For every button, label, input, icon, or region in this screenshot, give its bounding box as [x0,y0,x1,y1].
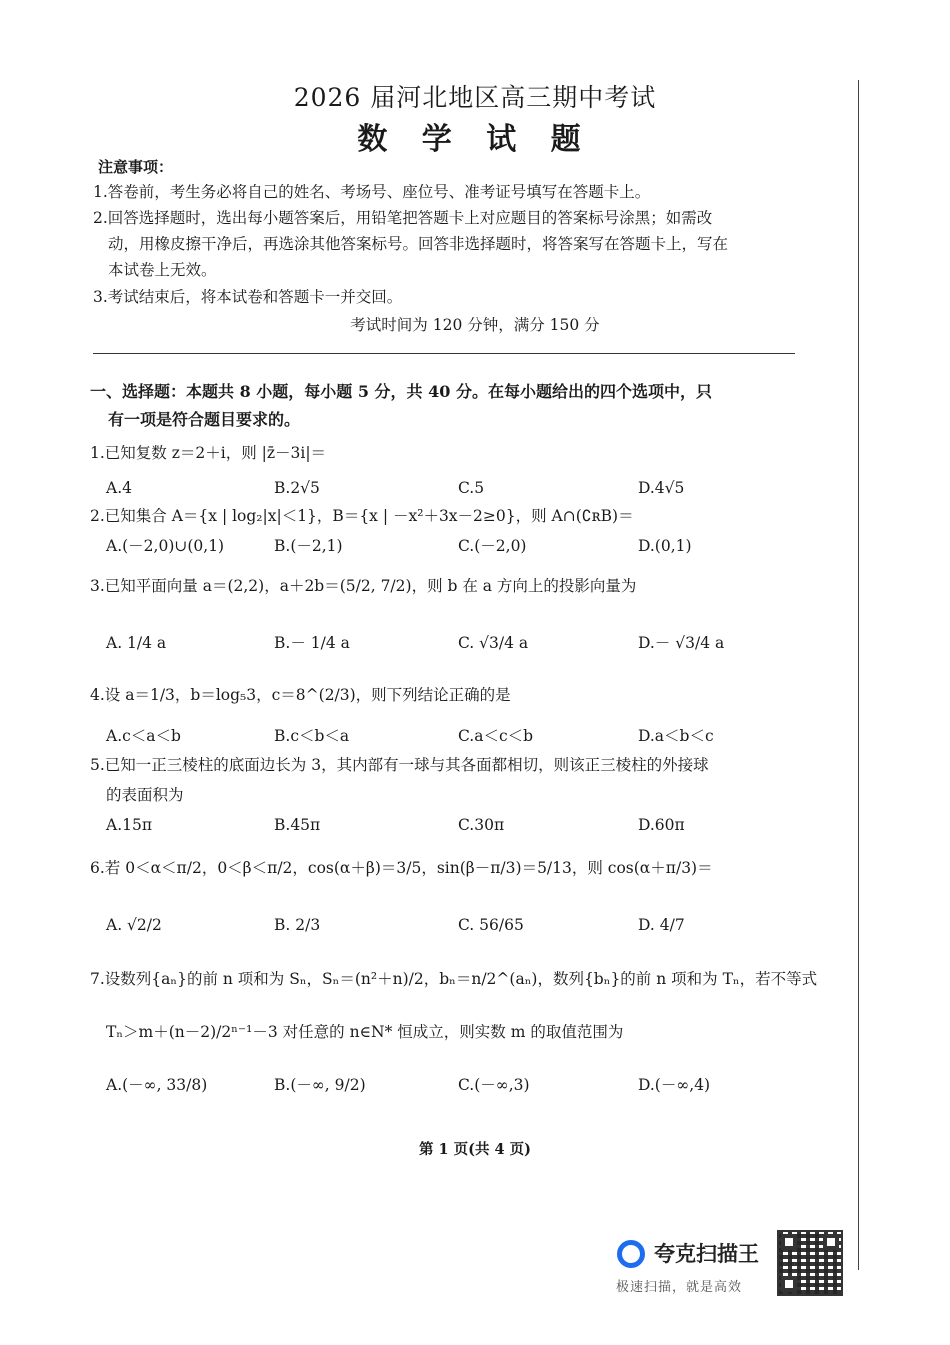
q4-option-d: D.a＜b＜c [638,727,714,745]
q6-option-c: C. 56/65 [458,916,524,934]
q2-option-d: D.(0,1) [638,537,692,555]
q3-option-b: B.－ 1/4 a [274,634,350,652]
question-5-stem: 5.已知一正三棱柱的底面边长为 3，其内部有一球与其各面都相切，则该正三棱柱的外接球 [90,756,709,774]
q5-option-c: C.30π [458,816,505,834]
quark-logo-icon [617,1240,645,1268]
q4-option-c: C.a＜c＜b [458,727,534,745]
q3-option-a: A. 1/4 a [106,634,167,652]
q5-option-a: A.15π [106,816,153,834]
section-heading-cont: 有一项是符合题目要求的。 [108,410,301,429]
question-7-stem: 7.设数列{aₙ}的前 n 项和为 Sₙ，Sₙ＝(n²＋n)/2，bₙ＝n/2^(aₙ)，数列{bₙ}的前 n 项和为 Tₙ，若不等式 [90,970,818,988]
section-heading: 一、选择题：本题共 8 小题，每小题 5 分，共 40 分。在每小题给出的四个选项中，只 [90,382,712,401]
note-item-1: 1.答卷前，考生务必将自己的姓名、考场号、座位号、准考证号填写在答题卡上。 [93,183,651,201]
exam-title: 2026 届河北地区高三期中考试 [293,83,657,112]
question-6-stem: 6.若 0＜α＜π/2，0＜β＜π/2，cos(α＋β)＝3/5，sin(β－π/3)＝5/13，则 cos(α＋π/3)＝ [90,859,713,877]
note-item-3: 3.考试结束后，将本试卷和答题卡一并交回。 [93,288,403,306]
brand-slogan: 极速扫描，就是高效 [616,1280,743,1295]
question-1-stem: 1.已知复数 z＝2＋i，则 |z̄－3i|＝ [90,444,327,462]
q6-option-a: A. √2/2 [106,916,162,934]
scanner-logo [612,1232,772,1298]
note-item-2-cont2: 本试卷上无效。 [108,261,217,279]
notes-heading: 注意事项： [98,158,174,176]
q3-option-d: D.－ √3/4 a [638,634,725,652]
brand-name: 夸克扫描王 [654,1242,759,1266]
q1-option-d: D.4√5 [638,479,685,497]
qr-finder [823,1234,839,1250]
q5-option-b: B.45π [274,816,321,834]
qr-finder [781,1234,797,1250]
question-2-stem: 2.已知集合 A＝{x | log₂|x|＜1}，B＝{x | －x²＋3x－2≥0}，则 A∩(∁ʀB)＝ [90,507,634,525]
binding-line [858,80,859,1270]
exam-subject: 数 学 试 题 [357,122,593,157]
q2-option-a: A.(－2,0)∪(0,1) [106,537,225,555]
note-item-2-cont: 动，用橡皮擦干净后，再选涂其他答案标号。回答非选择题时，将答案写在答题卡上，写在 [108,235,729,253]
question-4-stem: 4.设 a＝1/3，b＝log₅3，c＝8^(2/3)，则下列结论正确的是 [90,686,511,704]
note-item-2: 2.回答选择题时，选出每小题答案后，用铅笔把答题卡上对应题目的答案标号涂黑；如需改 [93,209,713,227]
q1-option-a: A.4 [106,479,132,497]
page-footer: 第 1 页(共 4 页) [418,1141,532,1158]
q3-option-c: C. √3/4 a [458,634,529,652]
q2-option-c: C.(－2,0) [458,537,527,555]
qr-code-icon [777,1230,843,1296]
question-7-stem-cont: Tₙ＞m＋(n－2)/2ⁿ⁻¹－3 对任意的 n∈N* 恒成立，则实数 m 的取值范围为 [106,1023,624,1041]
q1-option-b: B.2√5 [274,479,320,497]
q7-option-c: C.(－∞,3) [458,1076,530,1094]
question-5-stem-cont: 的表面积为 [106,786,184,804]
q6-option-b: B. 2/3 [274,916,321,934]
q7-option-a: A.(－∞, 33/8) [106,1076,208,1094]
q7-option-d: D.(－∞,4) [638,1076,711,1094]
q1-option-c: C.5 [458,479,485,497]
q7-option-b: B.(－∞, 9/2) [274,1076,366,1094]
q4-option-b: B.c＜b＜a [274,727,350,745]
time-info: 考试时间为 120 分钟，满分 150 分 [350,316,600,334]
q2-option-b: B.(－2,1) [274,537,343,555]
question-3-stem: 3.已知平面向量 a＝(2,2)，a＋2b＝(5/2, 7/2)，则 b 在 a 方向上的投影向量为 [90,577,637,595]
qr-finder [781,1276,797,1292]
q6-option-d: D. 4/7 [638,916,685,934]
q4-option-a: A.c＜a＜b [106,727,181,745]
divider-rule [93,353,795,354]
q5-option-d: D.60π [638,816,685,834]
